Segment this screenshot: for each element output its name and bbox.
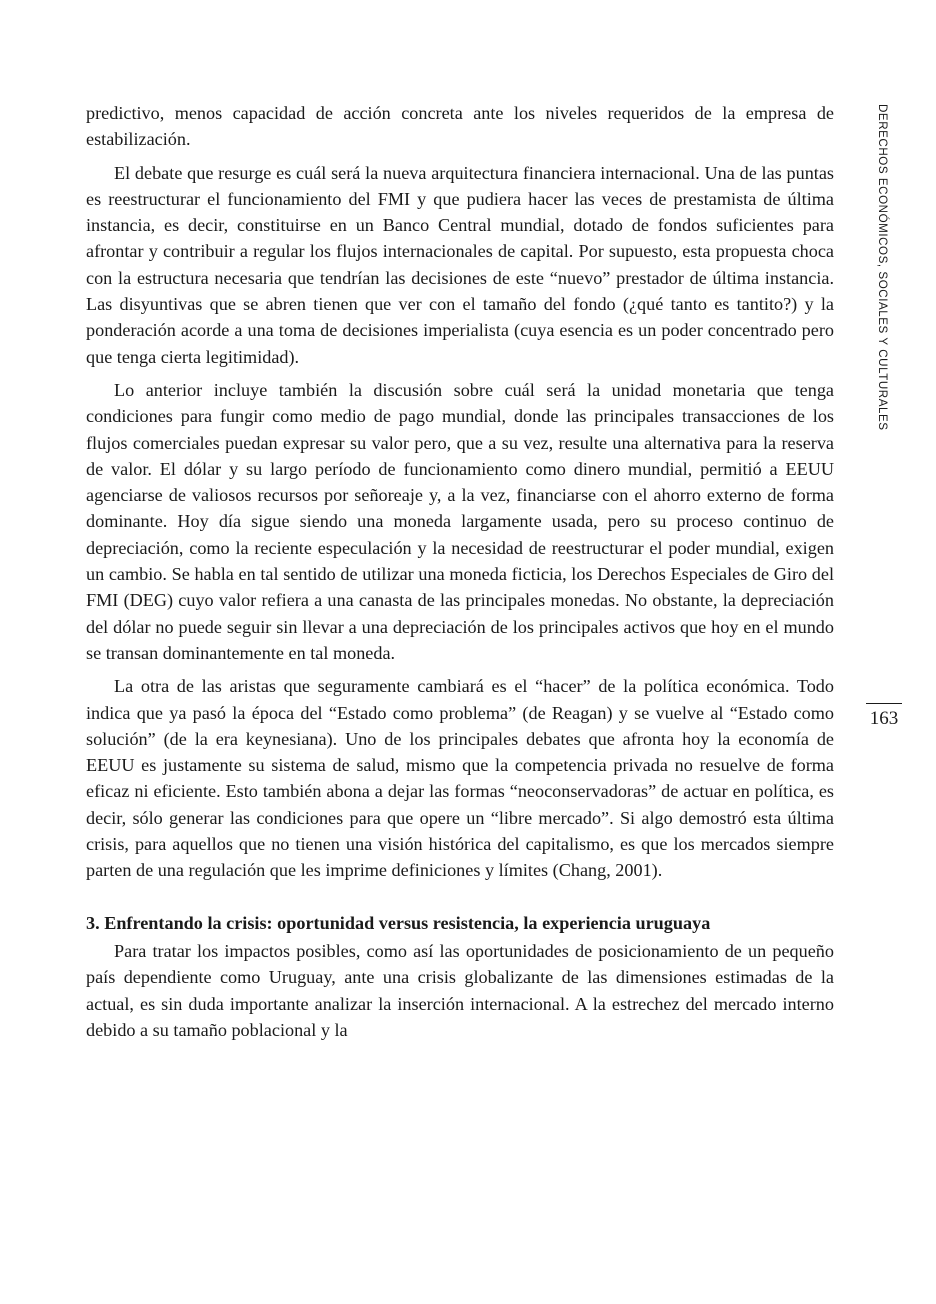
- paragraph: Lo anterior incluye también la discusión sobre cuál será la unidad monetaria que tenga condiciones para fungir como medio de pago mundial, donde las principales transacciones de los flujos comerciales puedan expresar su valor pero, que a su vez, resulte una alternativa para la reserva de valor. El dólar y su largo período de funcionamiento como dinero mundial, permitió a EEUU agenciarse de valiosos recursos por señoreaje y, a la vez, financiarse con el ahorro externo de forma dominante. Hoy día sigue siendo una moneda largamente usada, pero su proceso continuo de depreciación, como la reciente especulación y la necesidad de reestructurar el poder mundial, exigen un cambio. Se habla en tal sentido de utilizar una moneda ficticia, los Derechos Especiales de Giro del FMI (DEG) cuyo valor refiera a una canasta de las principales monedas. No obstante, la depreciación del dólar no puede seguir sin llevar a una depreciación de los principales activos que hoy en el mundo se transan dominantemente en tal moneda.: [86, 379, 834, 663]
- running-head: DERECHOS ECONÓMICOS, SOCIALES Y CULTURALES: [876, 104, 889, 431]
- page-number: 163: [869, 708, 899, 729]
- paragraph: El debate que resurge es cuál será la nueva arquitectura financiera internacional. Una de las puntas es reestructurar el funcionamiento del FMI y que pudiera hacer las veces de prestamista de última instancia, es decir, constituirse en un Banco Central mundial, dotado de fondos suficientes para afrontar y contribuir a regular los flujos internacionales de capital. Por supuesto, esta propuesta choca con la estructura necesaria que tendrían las decisiones de este “nuevo” prestador de última instancia. Las disyuntivas que se abren tienen que ver con el tamaño del fondo (¿qué tanto es tantito?) y la ponderación acorde a una toma de decisiones imperialista (cuya esencia es un poder concentrado pero que tenga cierta legitimidad).: [86, 162, 834, 367]
- paragraph-continued: predictivo, menos capacidad de acción concreta ante los niveles requeridos de la empresa de estabilización.: [86, 103, 834, 150]
- paragraph: La otra de las aristas que seguramente cambiará es el “hacer” de la política económica. Todo indica que ya pasó la época del “Estado como problema” (de Reagan) y se vuelve al “Estado como solución” (de la era keynesiana). Uno de los principales debates que afronta hoy la economía de EEUU es justamente su sistema de salud, mismo que la competencia privada no resuelve de forma eficaz ni eficiente. Esto también abona a dejar las formas “neoconservadoras” de actuar en política, es decir, sólo generar las condiciones para que opere un “libre mercado”. Si algo demostró esta última crisis, para aquellos que no tienen una visión histórica del capitalismo, es que los mercados siempre parten de una regulación que les imprime definiciones y límites (Chang, 2001).: [86, 676, 834, 881]
- body-text: [86, 100, 834, 1050]
- section-heading: 3. Enfrentando la crisis: oportunidad versus resistencia, la experiencia uruguaya: [86, 912, 711, 933]
- section-paragraph: Para tratar los impactos posibles, como así las oportunidades de posicionamiento de un pequeño país dependiente como Uruguay, ante una crisis globalizante de las dimensiones estimadas de la actual, es sin duda importante analizar la inserción internacional. A la estrechez del mercado interno debido a su tamaño poblacional y la: [86, 940, 834, 1040]
- page-number-rule: [866, 703, 902, 704]
